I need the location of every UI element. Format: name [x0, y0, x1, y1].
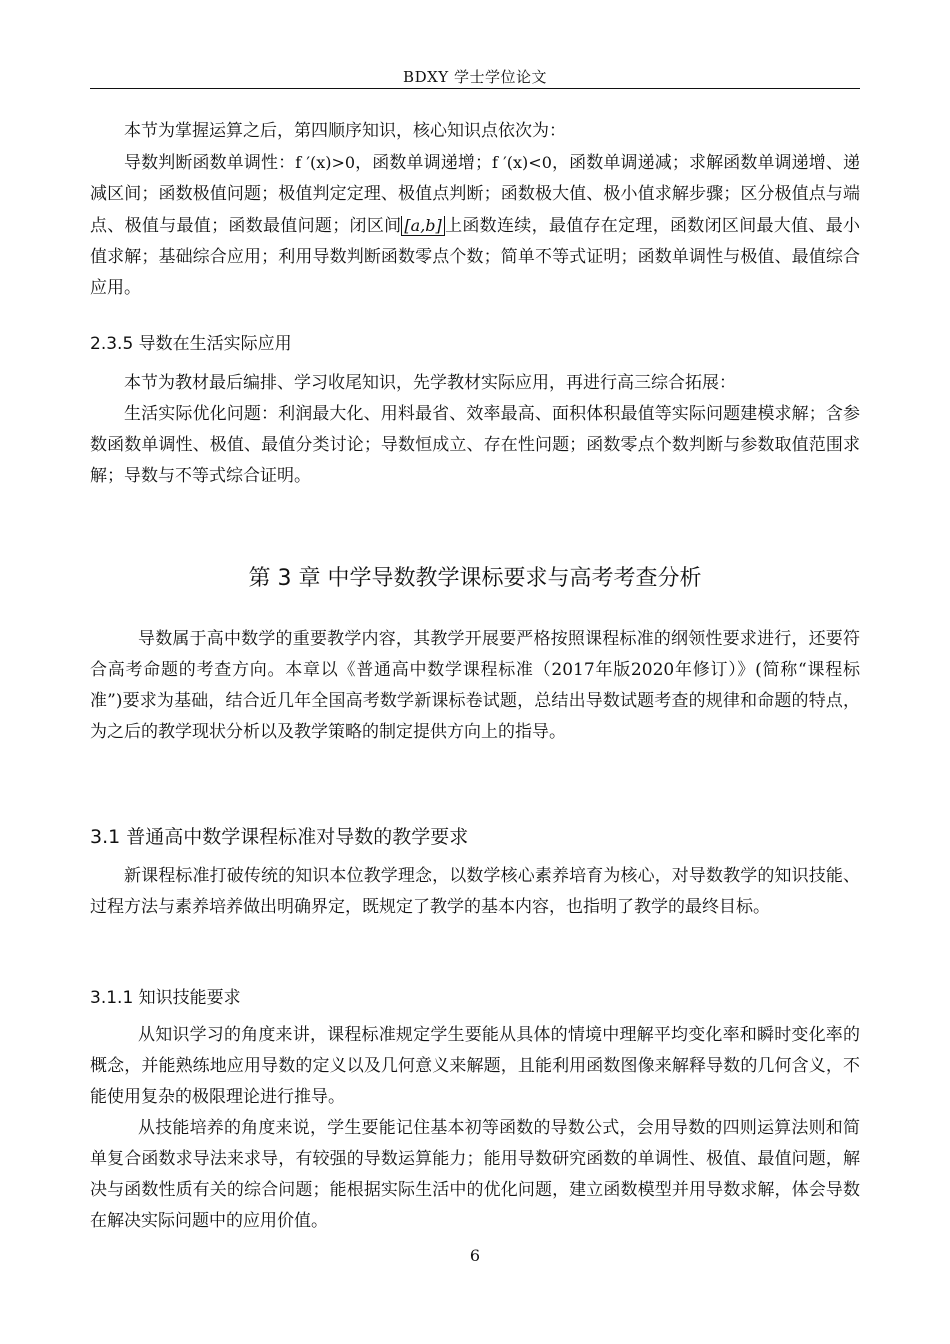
paragraph: 导数属于高中数学的重要教学内容，其教学开展要严格按照课程标准的纲领性要求进行，还要符合高考命题的考查方向。本章以《普通高中数学课程标准（2017年版2020年修订）》(简称“课程标准”)要求为基础，结合近几年全国高考数学新课标卷试题，总结出导数试题考查的规律和命题的特点，为之后的教学现状分析以及教学策略的制定提供方向上的指导。	[90, 629, 860, 742]
text-segment: ，函数单调递增；	[355, 153, 493, 173]
paragraph: 新课程标准打破传统的知识本位教学理念，以数学核心素养培育为核心，对导数教学的知识技能、过程方法与素养培养做出明确界定，既规定了教学的基本内容，也指明了教学的最终目标。	[90, 866, 860, 917]
paragraph: 从技能培养的角度来说，学生要能记住基本初等函数的导数公式，会用导数的四则运算法则和简单复合函数求导法来求导，有较强的导数运算能力；能用导数研究函数的单调性、极值、最值问题，解决与函数性质有关的综合问题；能根据实际生活中的优化问题，建立函数模型并用导数求解，体会导数在解决实际问题中的应用价值。	[90, 1118, 860, 1231]
paragraph: 本节为教材最后编排、学习收尾知识，先学教材实际应用，再进行高三综合拓展：	[124, 373, 736, 393]
formula-closed-interval: [a,b]	[401, 216, 444, 236]
text-segment: ，函数单调递减；求解函数单调递增、递减区间；函数极值问题；极值判定定理、极值点判断；函数极大值、极小值求解步骤；区分极值点与端点、极值与最值；函数最值问题；闭区间	[90, 153, 861, 236]
heading-3-1: 3.1 普通高中数学课程标准对导数的教学要求	[90, 826, 469, 848]
paragraph-intro: 本节为掌握运算之后，第四顺序知识，核心知识点依次为：	[124, 121, 566, 141]
text-segment: 导数判断函数单调性：	[124, 153, 296, 173]
page-number: 6	[469, 1246, 481, 1265]
chapter-3-intro	[90, 624, 860, 748]
section-235-body	[90, 368, 860, 492]
header-rule	[90, 88, 860, 89]
section-234-body	[90, 116, 860, 304]
heading-3-1-1: 3.1.1 知识技能要求	[90, 988, 241, 1008]
chapter-3-title: 第 3 章 中学导数教学课标要求与高考考查分析	[248, 566, 702, 591]
paragraph: 从知识学习的角度来讲，课程标准规定学生要能从具体的情境中理解平均变化率和瞬时变化率的概念，并能熟练地应用导数的定义以及几何意义来解题，且能利用函数图像来解释导数的几何含义，不能使用复杂的极限理论进行推导。	[90, 1025, 860, 1107]
paragraph: 生活实际优化问题：利润最大化、用料最省、效率最高、面积体积最值等实际问题建模求解；含参数函数单调性、极值、最值分类讨论；导数恒成立、存在性问题；函数零点个数判断与参数取值范围求解；导数与不等式综合证明。	[90, 404, 860, 486]
section-311-body	[90, 1020, 860, 1237]
formula-derivative-positive: f ′(x)>0	[295, 153, 356, 172]
paragraph-knowledge-points	[90, 147, 860, 304]
formula-derivative-negative: f ′(x)<0	[492, 153, 552, 172]
text-segment: 上函数连续，最值存在定理，函数闭区间最大值、最小值求解；基础综合应用；利用导数判断函数零点个数；简单不等式证明；函数单调性与极值、最值综合应用。	[90, 216, 861, 298]
section-31-body	[90, 861, 860, 923]
heading-2-3-5: 2.3.5 导数在生活实际应用	[90, 334, 292, 354]
running-header: BDXY 学士学位论文	[403, 68, 547, 86]
